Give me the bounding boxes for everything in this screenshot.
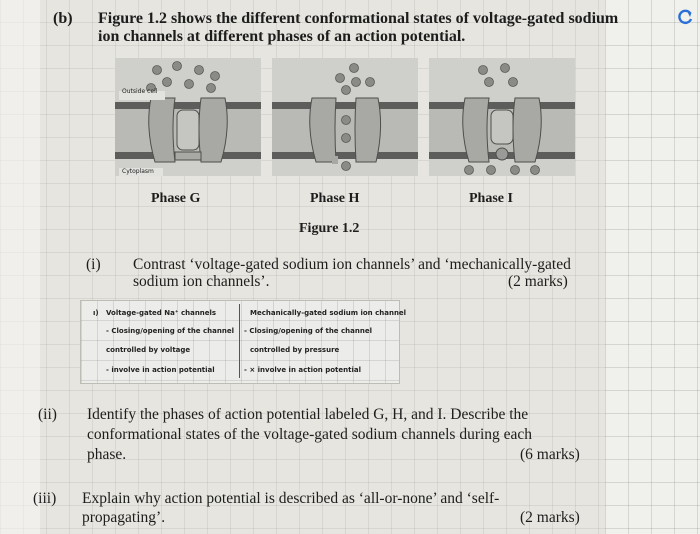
phase-h-diagram [272,58,418,176]
q-iii-number: (iii) [33,490,57,507]
part-b-intro-line2: ion channels at different phases of an action potential. [98,28,466,45]
handwritten-header-left: Voltage-gated Na⁺ channels [106,309,217,317]
q-ii-line1: Identify the phases of action potential labeled G, H, and I. Describe the [87,406,529,423]
phase-h-label: Phase H [310,191,360,206]
figure-caption: Figure 1.2 [299,221,360,236]
answer-column-divider [239,304,240,378]
q-iii-marks: (2 marks) [520,509,580,526]
outside-cell-label: Outside cell [122,88,158,95]
part-b-number: (b) [53,10,73,27]
q-ii-line3: phase. [87,446,127,463]
phase-g-label: Phase G [151,191,201,206]
left-margin [0,0,40,534]
q-ii-line2: conformational states of the voltage-gated sodium channels during each [87,426,533,443]
phase-g-diagram [115,58,261,176]
q-iii-line2: propagating’. [82,509,166,526]
q-ii-marks: (6 marks) [520,446,580,463]
phase-i-label: Phase I [469,191,513,206]
handwritten-right-row-3: - × involve in action potential [244,366,361,374]
handwritten-left-row-2: controlled by voltage [106,346,191,354]
q-i-line1: Contrast ‘voltage-gated sodium ion channels’ and ‘mechanically-gated [133,256,571,273]
q-iii-line1: Explain why action potential is described as ‘all-or-none’ and ‘self- [82,490,500,507]
handwritten-right-row-1: - Closing/opening of the channel [244,327,372,335]
handwritten-header-right: Mechanically-gated sodium ion channel [250,309,407,317]
q-i-line2: sodium ion channels’. [133,273,270,290]
refresh-icon[interactable] [676,8,694,26]
right-margin-grid [605,0,700,534]
q-i-marks: (2 marks) [508,273,568,290]
phase-i-diagram [429,58,575,176]
answer-bullet: ı) [93,309,99,317]
handwritten-left-row-3: - involve in action potential [106,366,215,374]
cytoplasm-label: Cytoplasm [122,168,154,175]
handwritten-left-row-1: - Closing/opening of the channel [106,327,234,335]
handwritten-right-row-2: controlled by pressure [250,346,340,354]
q-ii-number: (ii) [38,406,57,423]
part-b-intro-line1: Figure 1.2 shows the different conformational states of voltage-gated sodium [98,10,619,27]
q-i-number: (i) [86,256,101,273]
